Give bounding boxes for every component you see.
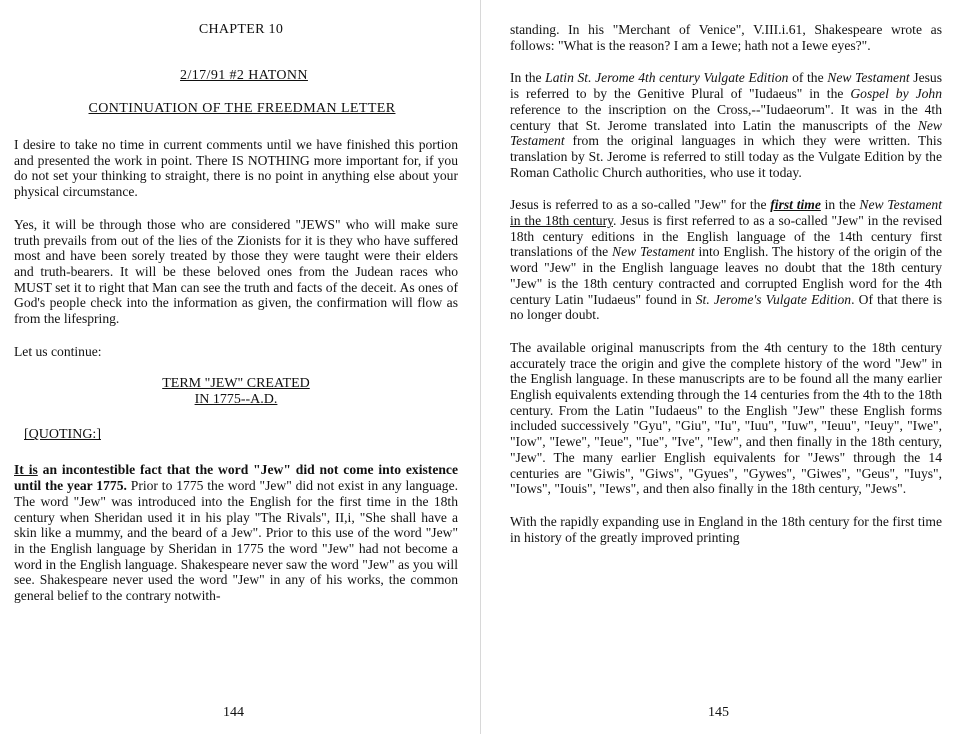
right-paragraph-4: The available original manuscripts from the 4th century to the 18th century accurately trace the origin and give the complete history of the word "Jew" in the English language. In these manuscripts are to be found all the many earlier English equivalents extending through the 14 centuries from the 4th to the 18th century. From the Latin "Iudaeus" to the English "Jew" these English forms included successively "Gyu", "Giu", "Iu", "Iuu", "Iuw", "Ieuu", "Ieuy", "Iwe", "Iow", "Iewe", "Ieue", "Iue", "Ive", "Iew", and then finally in the 18th century, "Jew". The many earlier English equivalents for "Jews" through the 14 centuries are "Giwis", "Giws", "Gyues", "Gywes", "Giwes", "Geus", "Iuys", "Iows", "Iouis", "Iews", and then also finally in the 18th century, "Jews". bbox=[510, 339, 942, 497]
left-paragraph-4 bbox=[14, 462, 458, 603]
chapter-heading: CHAPTER 10 bbox=[198, 22, 284, 37]
date-line: 2/17/91 #2 HATONN bbox=[180, 68, 308, 83]
p2-italic-nt-2: New Testament bbox=[510, 117, 942, 149]
p2-text-d: reference to the inscription on the Cross,--"Iudaeorum". It was in the 4th century that St. Jerome translated into Latin the manuscripts of the bbox=[510, 101, 942, 133]
p2-italic-vulgate: Latin St. Jerome 4th century Vulgate Edition bbox=[545, 70, 789, 86]
p3-text-a: Jesus is referred to as a so-called "Jew" for the bbox=[510, 197, 771, 213]
p2-text-a: In the bbox=[510, 70, 546, 86]
page-number-right: 145 bbox=[708, 705, 729, 720]
p3-first-time: first time bbox=[770, 197, 821, 213]
right-paragraph-3 bbox=[510, 197, 942, 323]
right-paragraph-5: With the rapidly expanding use in England in the 18th century for the first time in history of the greatly improved printing bbox=[510, 513, 942, 545]
term-title-line-1: TERM "JEW" CREATED bbox=[162, 376, 310, 392]
quoting-marker: [QUOTING:] bbox=[24, 427, 101, 443]
p2-italic-nt-1: New Testament bbox=[827, 70, 910, 86]
right-paragraph-1: standing. In his "Merchant of Venice", V.III.i.61, Shakespeare wrote as follows: "What is the reason? I am a Iewe; hath not a Iewe eyes?". bbox=[510, 22, 942, 53]
p2-text-b: of the bbox=[788, 70, 828, 86]
p2-italic-john: Gospel by John bbox=[850, 86, 942, 102]
term-title-line-2: IN 1775--A.D. bbox=[194, 392, 278, 408]
p2-text-e: from the original languages in which they were written. This translation by St. Jerome is referred to still today as the Vulgate Edition by the Roman Catholic Church authorities, who use it today. bbox=[510, 133, 942, 180]
left-paragraph-3: Let us continue: bbox=[14, 343, 102, 359]
p3-underlined-century: in the 18th century bbox=[510, 213, 614, 229]
p3-text-b: in the bbox=[820, 197, 860, 213]
section-subtitle: CONTINUATION OF THE FREEDMAN LETTER bbox=[88, 101, 396, 116]
left-paragraph-2: Yes, it will be through those who are considered "JEWS" who will make sure truth prevails from out of the lies of the Zionists for it is they who have suffered most and have been sorely treated by those they were taught were their elders and truth-bearers. It will be these beloved ones from the Judean races who MUST set it to right that Man can see the truth and facts of the deceit. As ones of God's people check into the information as given, the confirmation will flow as from the lifespring. bbox=[14, 216, 458, 327]
p3-italic-jerome: St. Jerome's Vulgate Edition bbox=[695, 291, 852, 307]
p3-text-c: . Jesus is first referred to as a so-called "Jew" in the revised 18th century editions in the English language of the 14th century first translations of the bbox=[510, 213, 942, 260]
p3-text-d: into English. The history of the origin of the word "Jew" in the English language leaves no doubt that the 18th century "Jew" is the 18th century contracted and corrupted English word for the 4th century Latin "Iudaeus" found in bbox=[510, 244, 942, 307]
p3-text-e: . Of that there is no longer doubt. bbox=[510, 291, 942, 323]
para4-rest: Prior to 1775 the word "Jew" did not exist in any language. The word "Jew" was introduced into the English for the first time in the 18th century when Sheridan used it in his play "The Rivals", II,i, "She shall have a skin like a mummy, and the beard of a Jew". Prior to this use of the word "Jew" in the English language by Sheridan in 1775 the word "Jew" had not become a word in the English language. Shakespeare never saw the word "Jew" as you will see. Shakespeare never used the word "Jew" in any of his works, the common general belief to the contrary notwith- bbox=[14, 478, 458, 604]
left-paragraph-1: I desire to take no time in current comments until we have finished this portion and presented the work in point. There IS NOTHING more important for, if you do not set your thinking to straight, there is no point in anything else about your physical circumstance. bbox=[14, 137, 458, 200]
right-paragraph-2 bbox=[510, 70, 942, 180]
p3-italic-nt-1: New Testament bbox=[859, 197, 942, 213]
p2-text-c: Jesus is referred to by the Genitive Plural of "Iudaeus" in the bbox=[510, 70, 942, 102]
book-gutter bbox=[480, 0, 481, 734]
page-number-left: 144 bbox=[223, 705, 244, 720]
para4-bold-statement: an incontestible fact that the word "Jew" did not come into existence until the year 1775. bbox=[14, 462, 458, 494]
p3-italic-nt-2: New Testament bbox=[612, 244, 695, 260]
para4-lead: It is bbox=[14, 462, 38, 478]
right-page bbox=[482, 0, 960, 734]
term-title bbox=[14, 376, 458, 408]
